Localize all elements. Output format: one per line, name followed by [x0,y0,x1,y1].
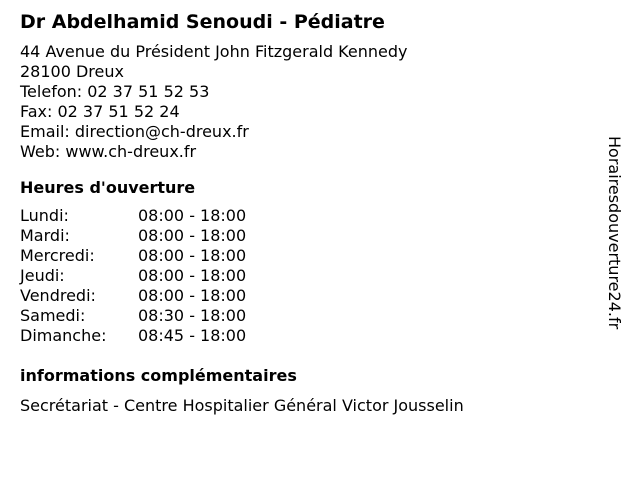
hours-heading: Heures d'ouverture [20,178,196,197]
time-range: 08:00 - 18:00 [138,206,247,225]
time-range: 08:00 - 18:00 [138,226,247,245]
business-card [20,10,600,416]
hours-table [20,206,600,346]
hours-row-thursday [20,266,600,286]
day-label: Lundi: [20,206,69,225]
hours-row-monday [20,206,600,226]
hours-row-saturday [20,306,600,326]
brand-watermark: Horairesdouverture24.fr [605,136,624,330]
day-label: Mercredi: [20,246,95,265]
time-range: 08:30 - 18:00 [138,306,247,325]
time-range: 08:00 - 18:00 [138,266,247,285]
page-title: Dr Abdelhamid Senoudi - Pédiatre [20,11,385,33]
day-label: Jeudi: [20,266,65,285]
hours-row-tuesday [20,226,600,246]
time-range: 08:00 - 18:00 [138,246,247,265]
day-label: Dimanche: [20,326,107,345]
fax-line: Fax: 02 37 51 52 24 [20,102,180,121]
day-label: Vendredi: [20,286,96,305]
extra-info-heading: informations complémentaires [20,366,297,385]
time-range: 08:00 - 18:00 [138,286,247,305]
hours-row-wednesday [20,246,600,266]
day-label: Mardi: [20,226,70,245]
contact-block [20,42,600,162]
email-line: Email: direction@ch-dreux.fr [20,122,249,141]
hours-row-friday [20,286,600,306]
address-line: 44 Avenue du Président John Fitzgerald Kennedy [20,42,408,61]
city-line: 28100 Dreux [20,62,124,81]
time-range: 08:45 - 18:00 [138,326,247,345]
day-label: Samedi: [20,306,86,325]
web-line: Web: www.ch-dreux.fr [20,142,197,161]
phone-line: Telefon: 02 37 51 52 53 [20,82,210,101]
extra-info-text: Secrétariat - Centre Hospitalier Général Victor Jousselin [20,396,464,415]
hours-row-sunday [20,326,600,346]
